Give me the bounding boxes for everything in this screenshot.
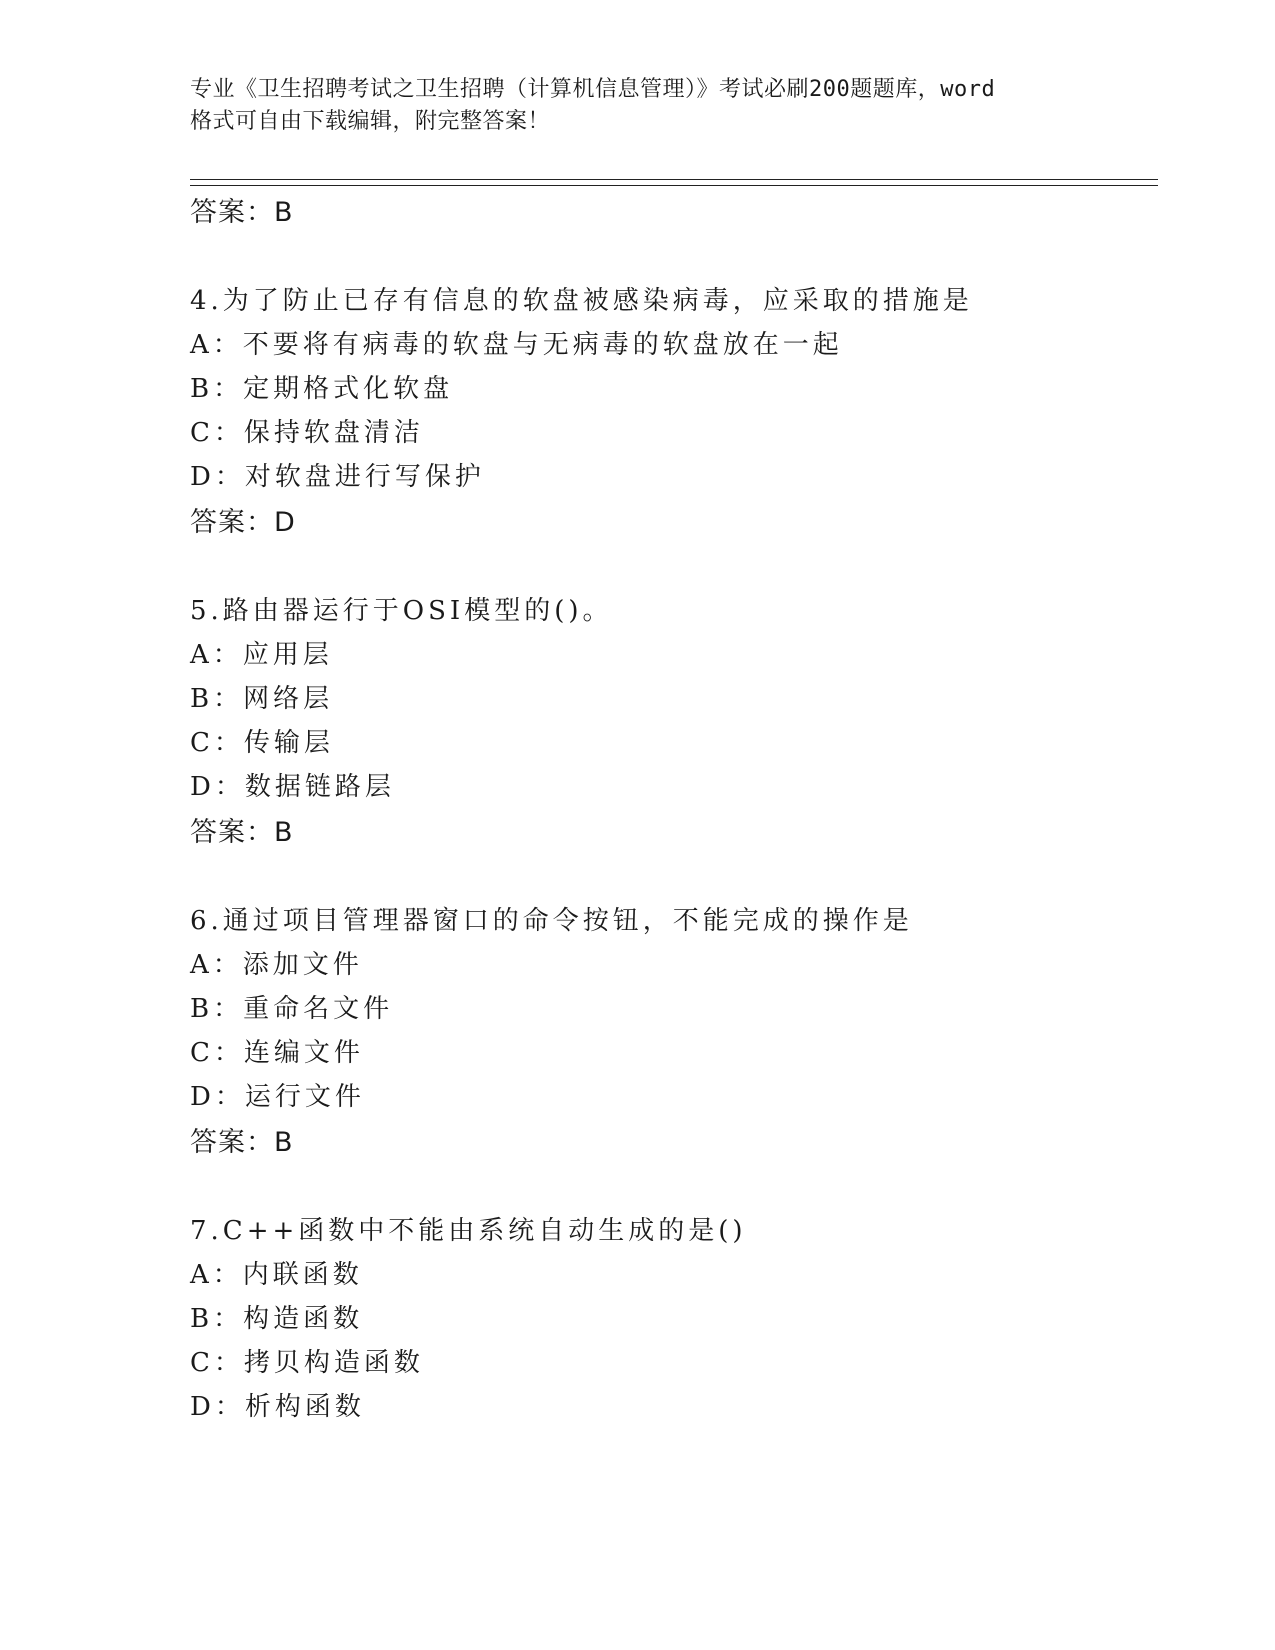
answer-q4: 答案：D: [190, 507, 296, 538]
question-5-option-b: B：网络层: [190, 684, 334, 714]
question-4-option-c: C：保持软盘清洁: [190, 418, 424, 448]
question-5-option-a: A：应用层: [190, 640, 333, 670]
answer-q5: 答案：B: [190, 817, 294, 848]
question-7-stem: 7.C++函数中不能由系统自动生成的是(): [190, 1216, 747, 1246]
question-6-option-d: D：运行文件: [190, 1082, 365, 1112]
question-7-option-c: C：拷贝构造函数: [190, 1348, 424, 1378]
document-header: [190, 74, 1090, 138]
question-5-stem: 5.路由器运行于OSI模型的()。: [190, 596, 613, 626]
question-6-option-c: C：连编文件: [190, 1038, 364, 1068]
header-line-2: 格式可自由下载编辑，附完整答案！: [190, 109, 551, 134]
question-7-option-b: B：构造函数: [190, 1304, 364, 1334]
header-divider-bottom: [190, 185, 1158, 186]
question-5-option-c: C：传输层: [190, 728, 334, 758]
question-5-option-d: D：数据链路层: [190, 772, 395, 802]
question-6-stem: 6.通过项目管理器窗口的命令按钮，不能完成的操作是: [190, 906, 913, 936]
question-4-option-d: D：对软盘进行写保护: [190, 462, 485, 492]
answer-q6: 答案：B: [190, 1127, 294, 1158]
question-4-option-b: B：定期格式化软盘: [190, 374, 454, 404]
header-divider-top: [190, 179, 1158, 180]
question-4-stem: 4.为了防止已存有信息的软盘被感染病毒，应采取的措施是: [190, 286, 973, 316]
question-6-option-b: B：重命名文件: [190, 994, 394, 1024]
question-6-option-a: A：添加文件: [190, 950, 363, 980]
question-4-option-a: A：不要将有病毒的软盘与无病毒的软盘放在一起: [190, 330, 843, 360]
header-line-1: 专业《卫生招聘考试之卫生招聘（计算机信息管理）》考试必刷200题题库，word: [190, 77, 996, 102]
question-7-option-a: A：内联函数: [190, 1260, 363, 1290]
question-7-option-d: D：析构函数: [190, 1392, 365, 1422]
answer-q3: 答案：B: [190, 197, 294, 228]
